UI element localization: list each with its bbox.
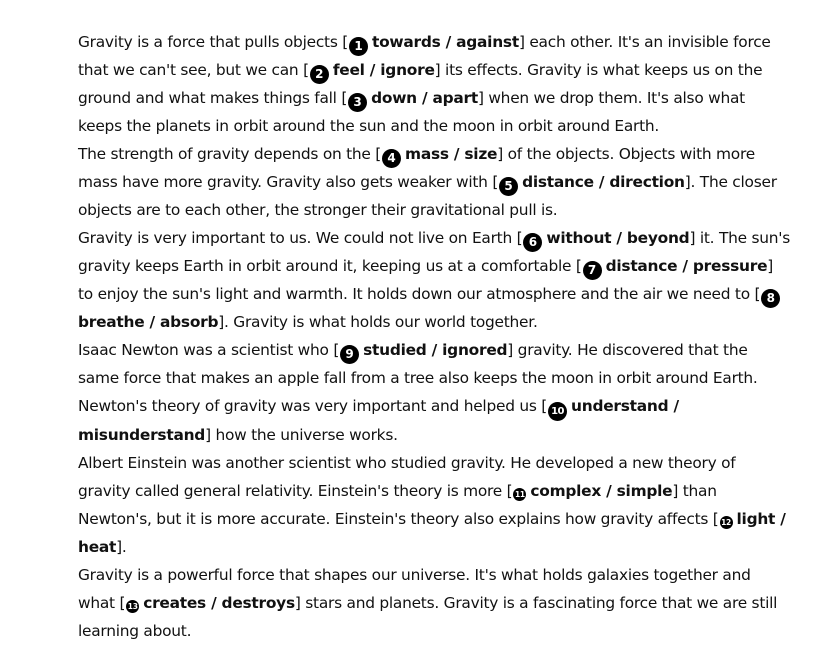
blank-number-badge: 3 [348,93,367,112]
answer-choice: complex / simple [530,482,673,500]
answer-choice: studied / ignored [363,341,508,359]
blank-number-badge: 6 [523,233,542,252]
answer-choice: down / apart [371,89,478,107]
answer-choice: breathe / absorb [78,313,219,331]
blank-number-badge: 8 [761,289,780,308]
answer-choice: mass / size [405,145,498,163]
blank-number-badge: 11 [514,490,525,499]
paragraph-text: Gravity is a force that pulls objects [ [78,33,348,51]
paragraph-text: ]. [116,538,127,556]
paragraph [78,561,790,645]
paragraph-text: ] than Newton's, but it is more accurate. Einstein's theory also explains how gravity affects [ [78,482,719,528]
paragraph-text: ]. Gravity is what holds our world together. [218,313,538,331]
answer-choice: towards / against [372,33,519,51]
blank-number-badge: 7 [583,261,602,280]
paragraph [78,224,790,336]
answer-choice: without / beyond [546,229,690,247]
answer-choice: light / heat [78,510,786,556]
paragraph-text: ] stars and planets. Gravity is a fascinating force that we are still learning about. [78,594,778,640]
paragraph-text: ] its effects. Gravity is what keeps us on the ground and what makes things fall [ [78,61,763,107]
paragraph-text: ] each other. It's an invisible force that we can't see, but we can [ [78,33,771,79]
answer-choice: creates / destroys [143,594,295,612]
paragraph-text: Isaac Newton was a scientist who [ [78,341,340,359]
paragraph [78,140,790,224]
document-body [78,28,790,645]
paragraph-text: Albert Einstein was another scientist who studied gravity. He developed a new theory of gravity called general relativity. Einstein's theory is more [ [78,454,736,500]
answer-choice: feel / ignore [332,61,435,79]
paragraph [78,28,790,140]
paragraph-text: Gravity is very important to us. We could not live on Earth [ [78,229,523,247]
blank-number-badge: 13 [127,602,138,611]
blank-number-badge: 12 [721,518,731,527]
blank-number-badge: 1 [349,37,368,56]
blank-number-badge: 10 [548,402,567,421]
blank-number-badge: 5 [499,177,518,196]
answer-choice: distance / direction [522,173,685,191]
paragraph-text: ] how the universe works. [205,426,398,444]
paragraph-text: Gravity is a powerful force that shapes our universe. It's what holds galaxies together and what [ [78,566,751,612]
paragraph-text: ]. The closer objects are to each other, the stronger their gravitational pull is. [78,173,777,219]
answer-choice: distance / pressure [605,257,768,275]
blank-number-badge: 9 [340,345,359,364]
paragraph-text: ] of the objects. Objects with more mass have more gravity. Gravity also gets weaker with [ [78,145,755,191]
answer-choice: understand / misunderstand [78,397,679,444]
blank-number-badge: 2 [310,65,329,84]
paragraph-text: ] to enjoy the sun's light and warmth. It holds down our atmosphere and the air we need to [ [78,257,774,303]
paragraph-text: ] when we drop them. It's also what keeps the planets in orbit around the sun and the moon in orbit around Earth. [78,89,745,135]
paragraph-text: ] it. The sun's gravity keeps Earth in orbit around it, keeping us at a comfortable [ [78,229,790,275]
paragraph-text: ] gravity. He discovered that the same force that makes an apple fall from a tree also keeps the moon in orbit around Earth. Newton's theory of gravity was very important and helped us [ [78,341,758,415]
paragraph [78,336,790,449]
blank-number-badge: 4 [382,149,401,168]
paragraph-text: The strength of gravity depends on the [ [78,145,382,163]
paragraph [78,449,790,561]
